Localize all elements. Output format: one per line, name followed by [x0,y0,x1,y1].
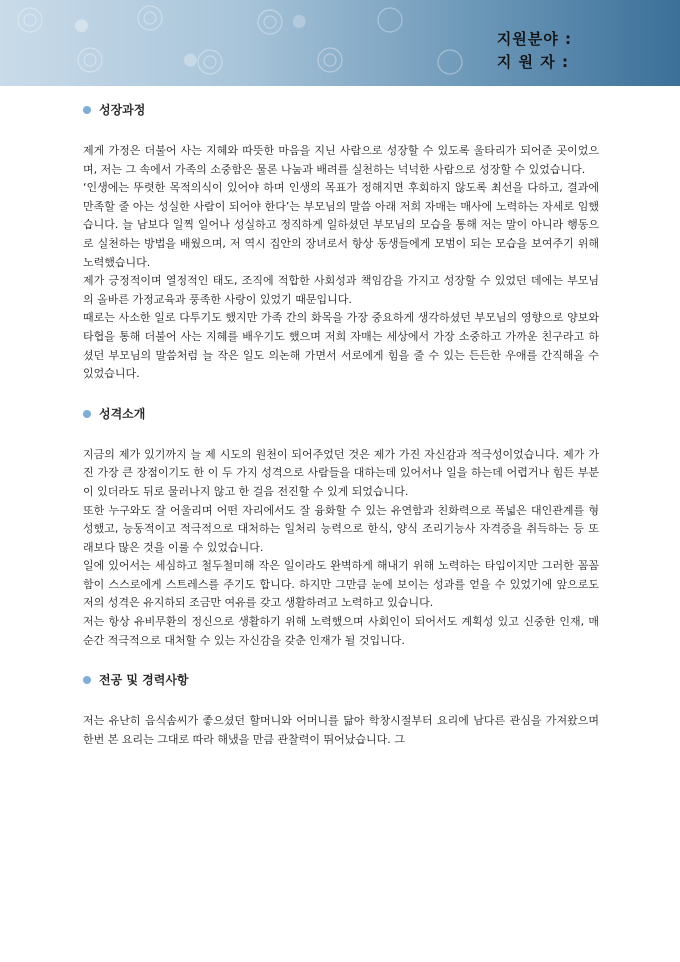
header-banner [0,0,680,86]
paragraph: 저는 항상 유비무환의 정신으로 생활하기 위해 노력했으며 사회인이 되어서도 계획성 있고 신중한 인재, 매순간 적극적으로 대처할 수 있는 자신감을 갖춘 인재가 될 것입니다. [83,615,599,647]
paragraph: 일에 있어서는 세심하고 철두철미해 작은 일이라도 완벽하게 해내기 위해 노력하는 타입이지만 그러한 꼼꼼함이 스스로에게 스트레스를 주기도 합니다. 하지만 그만큼 눈에 보이는 성과를 얻을 수 있었기에 앞으로도 저의 성격은 유지하되 조금만 여유를 갖고 생활하려고 노력하고 있습니다. [83,559,599,610]
section-title-text: 성장과정 [99,103,146,117]
paragraph: 제가 긍정적이며 열정적인 태도, 조직에 적합한 사회성과 책임감을 가지고 성장할 수 있었던 데에는 부모님의 올바른 가정교육과 풍족한 사랑이 있었기 때문입니다. [83,274,599,306]
section-career [83,712,599,749]
bullet-icon [83,106,91,114]
paragraph: 때로는 사소한 일로 다투기도 했지만 가족 간의 화목을 가장 중요하게 생각하셨던 부모님의 영향으로 양보와 타협을 통해 더불어 사는 지혜를 배우기도 했으며 저희 자매는 세상에서 가장 소중하고 가까운 친구라고 하셨던 부모님의 말씀처럼 늘 작은 일도 의논해 가면서 서로에게 힘을 줄 수 있는 든든한 우애를 간직해올 수 있었습니다. [83,311,599,381]
bullet-icon [83,676,91,684]
paragraph: ‘인생에는 뚜렷한 목적의식이 있어야 하며 인생의 목표가 정해지면 후회하지 않도록 최선을 다하고, 결과에 만족할 줄 아는 성실한 사람이 되어야 한다’는 부모님의 말씀 아래 저희 자매는 매사에 노력하는 자세로 임했습니다. 늘 남보다 일찍 일어나 성실하고 정직하게 일하셨던 부모님의 모습을 통해 저는 말이 아니라 행동으로 실천하는 방법을 배웠으며, 저 역시 집안의 장녀로서 항상 동생들에게 모범이 되는 모습을 보여주기 위해 노력했습니다. [83,181,599,269]
paragraph: 또한 누구와도 잘 어울리며 어떤 자리에서도 잘 융화할 수 있는 유연함과 친화력으로 폭넓은 대인관계를 형성했고, 능동적이고 적극적으로 대처하는 일처리 능력으로 한식, 양식 조리기능사 자격증을 취득하는 등 또래보다 많은 것을 이룰 수 있었습니다. [83,503,599,554]
section-title-career [83,670,599,690]
paragraph: 지금의 제가 있기까지 늘 제 시도의 원천이 되어주었던 것은 제가 가진 자신감과 적극성이었습니다. 제가 가진 가장 큰 장점이기도 한 이 두 가지 성격으로 사람들을 대하는데 있어서나 일을 하는데 어렵거나 힘든 부분이 있더라도 뒤로 물러나지 않고 한 걸음 전진할 수 있게 되었습니다. [83,447,599,498]
section-title-text: 전공 및 경력사항 [99,673,189,688]
section-title-text: 성격소개 [99,406,146,421]
name-label: 지 원 자 : [496,53,569,71]
paragraph: 저는 유난히 음식솜씨가 좋으셨던 할머니와 어머니를 닮아 학창시절부터 요리에 남다른 관심을 가져왔으며 한번 본 요리는 그대로 따라 해냈을 만큼 관찰력이 뛰어났습니다. 그 [83,714,599,746]
paragraph: 제게 가정은 더불어 사는 지혜와 따뜻한 마음을 지닌 사람으로 성장할 수 있도록 울타리가 되어준 곳이었으며, 저는 그 속에서 가족의 소중함은 물론 나눔과 배려를 실천하는 넉넉한 사람으로 성장할 수 있었습니다. [83,144,599,176]
section-growth [83,142,599,384]
applicant-info [497,28,572,74]
field-label: 지원분야 : [496,30,572,48]
banner-pattern [0,0,680,86]
section-title-growth [83,100,599,120]
section-title-personality [83,404,599,424]
section-personality [83,446,599,651]
bullet-icon [83,410,91,418]
document-body [83,100,599,749]
